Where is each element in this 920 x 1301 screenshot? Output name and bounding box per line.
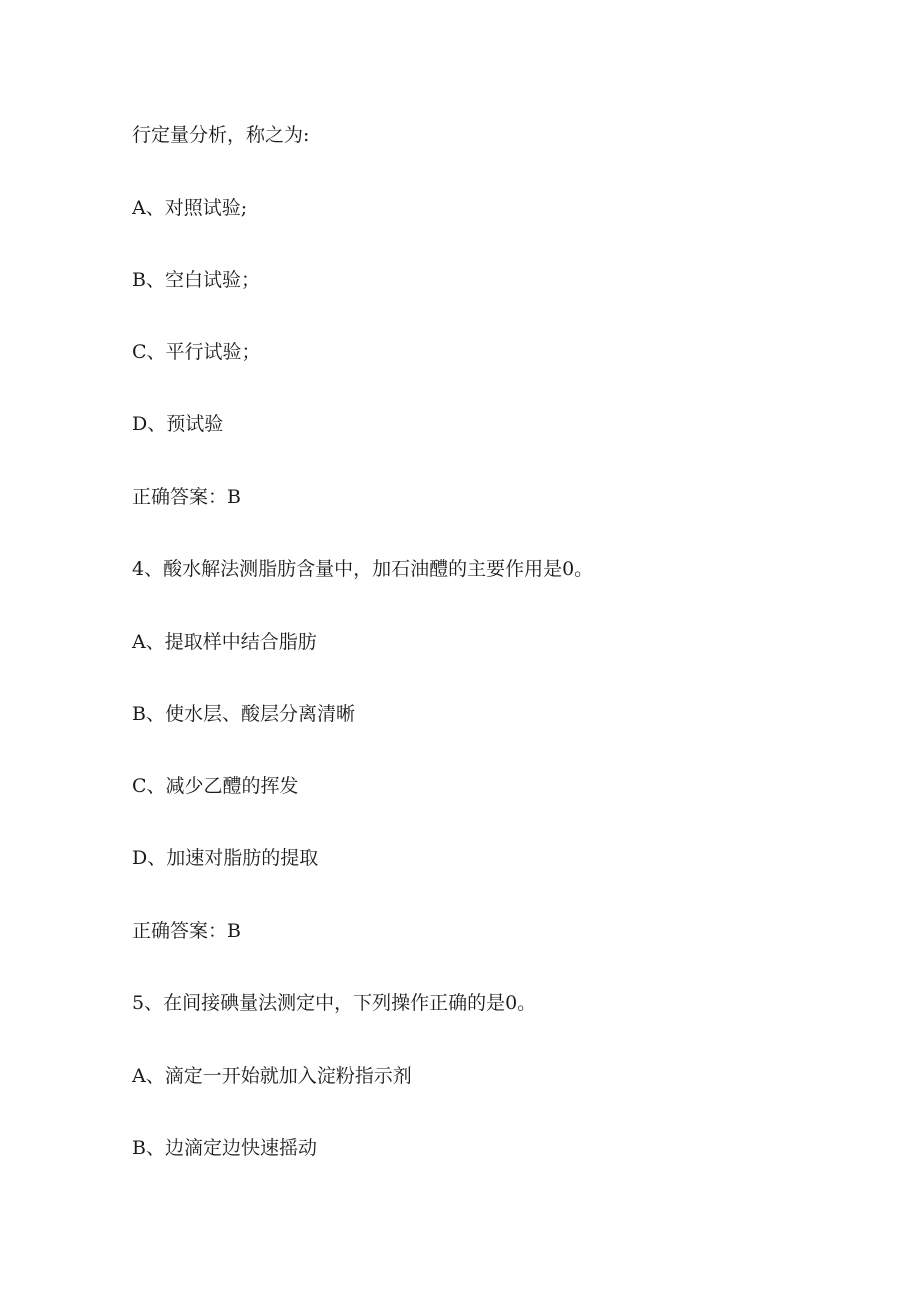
question-4-option-c: C、减少乙醴的挥发 [132,775,299,797]
question-4-stem: 4、酸水解法测脂肪含量中，加石油醴的主要作用是0。 [132,558,594,580]
question-4-option-d: D、加速对脂肪的提取 [132,847,319,869]
question-4-answer: 正确答案：B [132,920,241,942]
question-3-option-d: D、预试验 [132,413,224,435]
question-5-option-b: B、边滴定边快速摇动 [132,1137,317,1159]
question-3-option-b: B、空白试验； [132,269,260,291]
question-3-stem-continuation: 行定量分析，称之为: [132,124,310,146]
question-5-option-a: A、滴定一开始就加入淀粉指示剂 [132,1065,412,1087]
question-4-option-b: B、使水层、酸层分离清晰 [132,703,355,725]
question-5-stem: 5、在间接碘量法测定中，下列操作正确的是0。 [132,992,537,1014]
question-3-answer: 正确答案：B [132,486,241,508]
question-3-option-a: A、对照试验; [132,197,248,219]
question-4-option-a: A、提取样中结合脂肪 [132,631,317,653]
question-3-option-c: C、平行试验； [132,341,261,363]
